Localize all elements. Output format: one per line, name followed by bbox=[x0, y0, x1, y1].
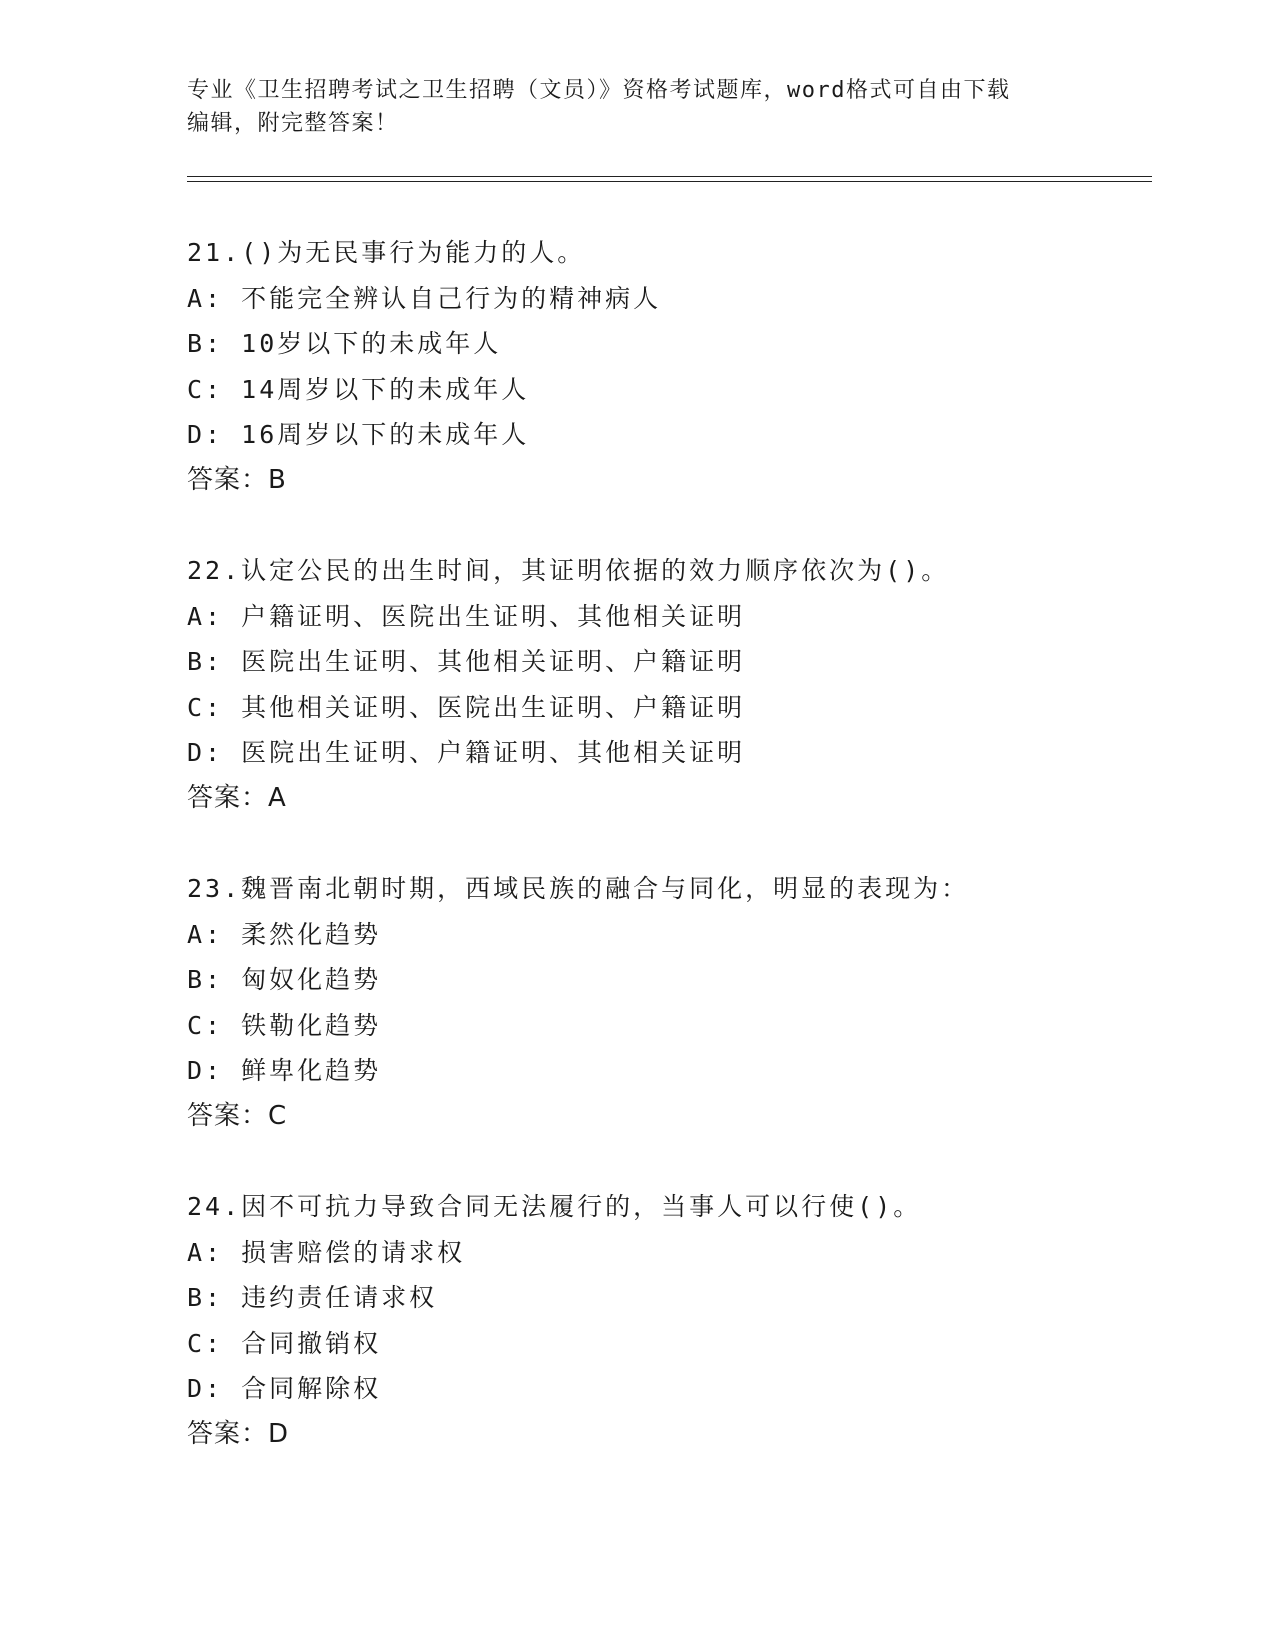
option-b: B: 10岁以下的未成年人 bbox=[187, 329, 502, 358]
option-c: C: 14周岁以下的未成年人 bbox=[187, 374, 530, 404]
question-stem: 23.魏晋南北朝时期，西域民族的融合与同化，明显的表现为： bbox=[187, 874, 970, 903]
option-d: D: 16周岁以下的未成年人 bbox=[187, 420, 530, 449]
option-d: D: 合同解除权 bbox=[187, 1374, 382, 1403]
answer-line: 答案：D bbox=[187, 1418, 290, 1449]
option-c: C: 合同撤销权 bbox=[187, 1328, 382, 1358]
document-header bbox=[187, 74, 1087, 140]
answer-line: 答案：C bbox=[187, 1100, 288, 1131]
question-stem: 22.认定公民的出生时间，其证明依据的效力顺序依次为()。 bbox=[187, 556, 950, 585]
header-divider-top bbox=[187, 176, 1152, 177]
question-stem: 21.()为无民事行为能力的人。 bbox=[187, 238, 586, 267]
question-stem: 24.因不可抗力导致合同无法履行的，当事人可以行使()。 bbox=[187, 1192, 922, 1221]
option-b: B: 匈奴化趋势 bbox=[187, 965, 382, 994]
header-line-1: 专业《卫生招聘考试之卫生招聘（文员）》资格考试题库，word格式可自由下载 bbox=[187, 78, 1011, 103]
answer-line: 答案：A bbox=[187, 782, 287, 813]
option-b: B: 违约责任请求权 bbox=[187, 1283, 438, 1312]
header-divider-bottom bbox=[187, 181, 1152, 182]
option-a: A: 柔然化趋势 bbox=[187, 919, 382, 949]
option-b: B: 医院出生证明、其他相关证明、户籍证明 bbox=[187, 647, 746, 676]
option-c: C: 其他相关证明、医院出生证明、户籍证明 bbox=[187, 692, 746, 722]
question-block bbox=[187, 1184, 1187, 1457]
question-block bbox=[187, 230, 1187, 503]
option-c: C: 铁勒化趋势 bbox=[187, 1010, 382, 1040]
option-d: D: 医院出生证明、户籍证明、其他相关证明 bbox=[187, 738, 746, 767]
option-a: A: 户籍证明、医院出生证明、其他相关证明 bbox=[187, 601, 746, 631]
answer-line: 答案：B bbox=[187, 464, 287, 495]
header-line-2: 编辑，附完整答案！ bbox=[187, 111, 399, 136]
option-d: D: 鲜卑化趋势 bbox=[187, 1056, 382, 1085]
question-block bbox=[187, 548, 1187, 821]
option-a: A: 损害赔偿的请求权 bbox=[187, 1237, 466, 1267]
option-a: A: 不能完全辨认自己行为的精神病人 bbox=[187, 283, 662, 313]
question-block bbox=[187, 866, 1187, 1139]
